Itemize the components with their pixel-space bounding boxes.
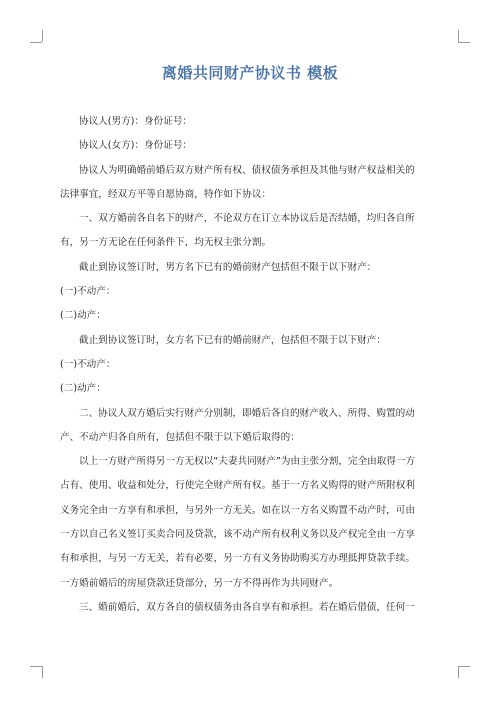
clause-2-line-1: 二、协议人双方婚后实行财产分别制，即婚后各自的财产收入、所得、购置的动 [79,407,415,419]
crop-mark-top-left-v [42,30,43,42]
clause-1-line-2: 有，另一方无论在任何条件下，均无权主张分割。 [60,237,272,249]
party-male-line: 协议人(男方)：身份证号： [79,116,193,127]
document-body [60,110,435,620]
document-title: 离婚共同财产协议书 模板 [161,64,339,82]
clause-2-para-line-4: 一方以自己名义签订买卖合同及贷款，该不动产所有权利义务以及产权完全由一方享 [60,529,415,541]
male-assets-heading: 截止到协议签订时，男方名下已有的婚前财产包括但不限于以下财产： [79,261,377,273]
crop-mark-bottom-right-v [458,666,459,678]
crop-mark-bottom-left-h [30,666,42,667]
crop-mark-top-right-h [458,42,470,43]
clause-2-para-line-6: 一方婚前婚后的房屋贷款还贷部分，另一方不得再作为共同财产。 [60,577,339,589]
male-movable-property: (二)动产： [60,310,106,322]
female-real-estate: (一)不动产： [60,358,116,370]
clause-2-para-line-3: 义务完全由一方享有和承担，与另外一方无关。如在以一方名义购置不动产时，可由 [60,504,415,516]
crop-mark-top-left-h [30,42,42,43]
female-movable-property: (二)动产： [60,383,106,395]
clause-2-para-line-2: 占有、使用、收益和处分，行使完全财产所有权。基于一方名义购得的财产所附权利 [60,480,415,492]
female-assets-heading: 截止到协议签订时，女方名下已有的婚前财产，包括但不限于以下财产： [79,334,386,346]
clause-2-para-line-1: 以上一方财产所得另一方无权以“夫妻共同财产”为由主张分割，完全由取得一方 [79,456,416,468]
clause-2-line-2: 产、不动产归各自所有，包括但不限于以下婚后取得的： [60,431,300,443]
crop-mark-bottom-right-h [458,666,470,667]
preamble-line-1: 协议人为明确婚前婚后双方财产所有权、债权债务承担及其他与财产权益相关的 [79,164,415,176]
crop-mark-top-right-v [458,30,459,42]
preamble-line-2: 法律事宜，经双方平等自愿协商，特作如下协议： [60,188,272,200]
crop-mark-bottom-left-v [42,666,43,678]
male-real-estate: (一)不动产： [60,286,116,298]
clause-3-line-1: 三、婚前婚后，双方各自的债权债务由各自享有和承担。若在婚后借债，任何一 [79,601,415,613]
clause-1-line-1: 一、双方婚前各自名下的财产，不论双方在订立本协议后是否结婚，均归各自所 [79,213,415,225]
party-female-line: 协议人(女方)：身份证号： [79,140,193,152]
clause-2-para-line-5: 有和承担，与另一方无关，若有必要，另一方有义务协助购买方办理抵押贷款手续。 [60,553,415,565]
